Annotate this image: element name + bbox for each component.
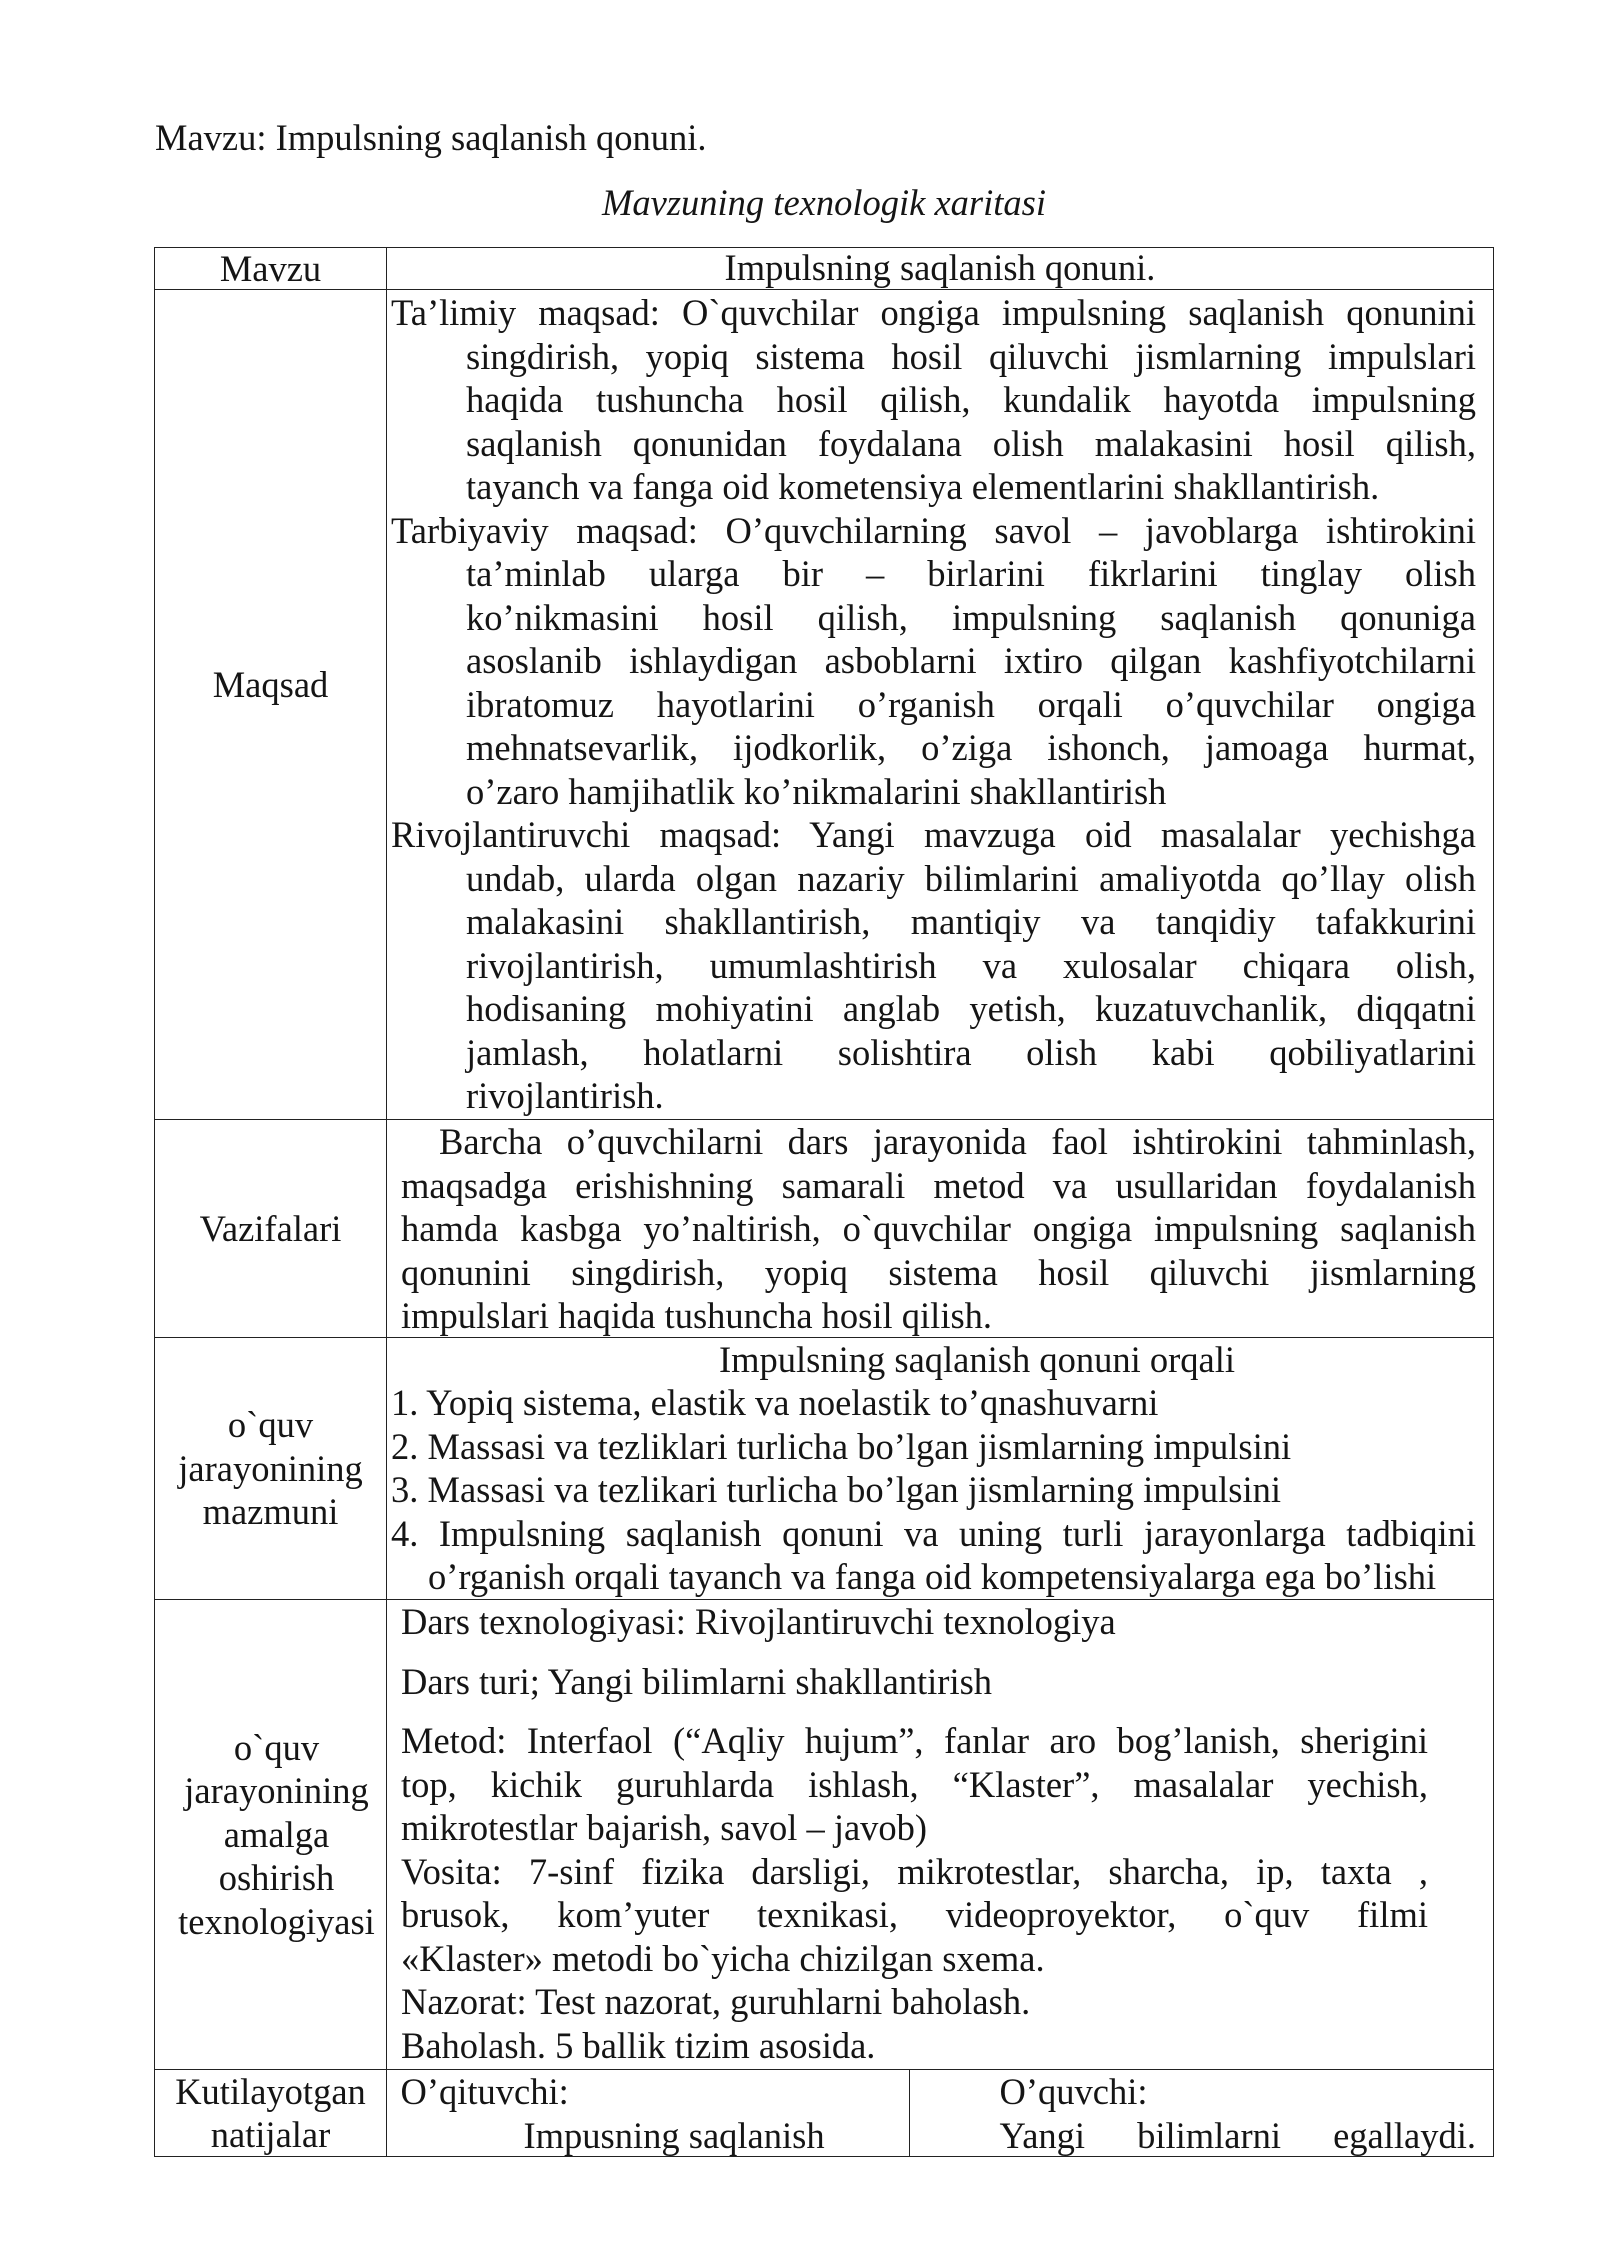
teacher-results <box>387 2070 910 2156</box>
label-line: texnologiyasi <box>178 1900 375 1942</box>
goal-paragraph <box>391 813 1476 1118</box>
text-line: Tarbiyaviy maqsad: O’quvchilarning savol – javoblarga ishtirokini <box>391 509 1476 551</box>
topic-value: Impulsning saqlanish qonuni. <box>724 247 1156 288</box>
text-line: tayanch va fanga oid kometensiya elementlarini shakllantirish. <box>466 466 1380 507</box>
text-line: top, kichik guruhlarda ishlash, “Klaster”, masalalar yechish, <box>401 1763 1428 1805</box>
label-line: Vazifalari <box>199 1207 342 1249</box>
label-line: o`quv <box>227 1404 314 1445</box>
label-line: Mavzu <box>219 247 322 289</box>
technology-paragraph <box>401 2024 1428 2068</box>
text-line: Vosita: 7-sinf fizika darsligi, mikrotestlar, sharcha, ip, taxta , <box>401 1850 1428 1892</box>
text-line: undab, ularda olgan nazariy bilimlarini amaliyotda qo’llay olish <box>466 857 1476 899</box>
student-text: Yangi bilimlarni egallaydi. <box>999 2114 1476 2156</box>
text-line: Barcha o’quvchilarni dars jarayonida faol ishtirokini tahminlash, <box>439 1121 1476 1162</box>
student-results <box>910 2070 1494 2156</box>
text-line: o’rganish orqali tayanch va fanga oid kompetensiyalarga ega bo’lishi <box>428 1556 1437 1597</box>
list-item <box>391 1512 1476 1599</box>
topic-value-cell <box>387 247 1494 290</box>
goal-paragraph <box>391 291 1476 509</box>
text-line: impulslari haqida tushuncha hosil qilish. <box>401 1295 993 1336</box>
content-title: Impulsning saqlanish qonuni orqali <box>718 1338 1236 1380</box>
text-line: brusok, kom’yuter texnikasi, videoproyektor, o`quv filmi <box>401 1894 1428 1935</box>
text-line: Rivojlantiruvchi maqsad: Yangi mavzuga oid masalalar yechishga <box>391 814 1476 855</box>
list-item <box>391 1425 1476 1469</box>
results-cell <box>387 2070 1494 2157</box>
text-line: 4. Impulsning saqlanish qonuni va uning turli jarayonlarga tadbiqini <box>391 1512 1476 1554</box>
text-line: qonunini singdirish, yopiq sistema hosil qiluvchi jismlarning <box>401 1251 1476 1293</box>
list-item <box>391 1468 1476 1512</box>
label-line: Maqsad <box>212 663 329 705</box>
text-line: singdirish, yopiq sistema hosil qiluvchi jismlarning impulslari <box>466 335 1476 377</box>
text-line: o’zaro hamjihatlik ko’nikmalarini shakllantirish <box>466 770 1167 812</box>
text-line: mehnatsevarlik, ijodkorlik, o’ziga ishonch, jamoaga hurmat, <box>466 727 1476 768</box>
text-line: Baholash. 5 ballik tizim asosida. <box>401 2024 876 2066</box>
student-label: O’quvchi: <box>999 2071 1148 2112</box>
technology-paragraph <box>401 1719 1428 1850</box>
technology-map-table <box>154 247 1494 2157</box>
goal-paragraph <box>391 509 1476 814</box>
row-label-natijalar <box>154 2070 387 2157</box>
text-line: 2. Massasi va tezliklari turlicha bo’lgan jismlarning impulsini <box>391 1425 1292 1467</box>
text-line: Dars turi; Yangi bilimlarni shakllantirish <box>401 1660 993 1702</box>
label-line: amalga <box>223 1813 330 1855</box>
text-line: 1. Yopiq sistema, elastik va noelastik to’qnashuvarni <box>391 1382 1159 1423</box>
text-line: hamda kasbga yo’naltirish, o`quvchilar ongiga impulsning saqlanish <box>401 1208 1476 1249</box>
technology-map-title: Mavzuning texnologik xaritasi <box>601 182 1046 223</box>
text-line: mikrotestlar bajarish, savol – javob) <box>401 1807 928 1848</box>
text-line: Dars texnologiyasi: Rivojlantiruvchi texnologiya <box>401 1601 1116 1642</box>
text-line: rivojlantirish, umumlashtirish va xulosalar chiqara olish, <box>466 944 1476 986</box>
text-line: ibratomuz hayotlarini o’rganish orqali o’quvchilar ongiga <box>466 683 1476 725</box>
row-label-vazifalari <box>154 1120 387 1338</box>
label-line: jarayonining <box>184 1770 369 1812</box>
text-line: Ta’limiy maqsad: O`quvchilar ongiga impulsning saqlanish qonunini <box>391 292 1476 333</box>
label-line: o`quv <box>233 1726 320 1768</box>
row-label-texnologiya <box>154 1600 387 2070</box>
list-item <box>391 1381 1476 1425</box>
tasks-paragraph <box>401 1120 1476 1338</box>
row-label-mazmun <box>154 1338 387 1601</box>
goals-cell <box>387 290 1494 1120</box>
label-line: mazmuni <box>202 1491 339 1532</box>
text-line: malakasini shakllantirish, mantiqiy va tanqidiy tafakkurini <box>466 901 1476 942</box>
text-line: Nazorat: Test nazorat, guruhlarni baholash. <box>401 1981 1031 2022</box>
label-line: oshirish <box>218 1857 335 1899</box>
text-line: Metod: Interfaol (“Aqliy hujum”, fanlar aro bog’lanish, sherigini <box>401 1720 1428 1761</box>
label-line: Kutilayotgan <box>175 2070 366 2112</box>
technology-paragraph <box>401 1660 1428 1704</box>
technology-paragraph <box>401 1980 1428 2024</box>
text-line: «Klaster» metodi bo`yicha chizilgan sxema. <box>401 1937 1045 1979</box>
text-line: saqlanish qonunidan foydalana olish malakasini hosil qilish, <box>466 422 1476 464</box>
text-line: rivojlantirish. <box>466 1075 664 1116</box>
technology-paragraph <box>401 1600 1428 1644</box>
row-label-mavzu <box>154 247 387 290</box>
text-line: ta’minlab ularga bir – birlarini fikrlarini tinglay olish <box>466 553 1476 594</box>
text-line: hodisaning mohiyatini anglab yetish, kuzatuvchanlik, diqqatni <box>466 988 1476 1029</box>
text-line: 3. Massasi va tezlikari turlicha bo’lgan jismlarning impulsini <box>391 1469 1282 1510</box>
technology-paragraph <box>401 1850 1428 1981</box>
label-line: natijalar <box>210 2114 331 2155</box>
text-line: haqida tushuncha hosil qilish, kundalik hayotda impulsning <box>466 379 1476 420</box>
text-line: maqsadga erishishning samarali metod va usullaridan foydalanish <box>401 1164 1476 1206</box>
teacher-text: Impusning saqlanish <box>523 2114 825 2156</box>
teacher-label: O’qituvchi: <box>400 2071 569 2112</box>
text-line: ko’nikmasini hosil qilish, impulsning saqlanish qonuniga <box>466 596 1476 638</box>
technology-cell <box>387 1600 1494 2070</box>
text-line: asoslanib ishlaydigan asboblarni ixtiro qilgan kashfiyotchilarni <box>466 640 1476 681</box>
tasks-cell <box>387 1120 1494 1338</box>
content-cell <box>387 1338 1494 1601</box>
text-line: jamlash, holatlarni solishtira olish kabi qobiliyatlarini <box>466 1031 1476 1073</box>
topic-heading: Mavzu: Impulsning saqlanish qonuni. <box>155 117 707 158</box>
label-line: jarayonining <box>178 1447 363 1489</box>
row-label-maqsad <box>154 290 387 1120</box>
content-list <box>391 1381 1476 1599</box>
